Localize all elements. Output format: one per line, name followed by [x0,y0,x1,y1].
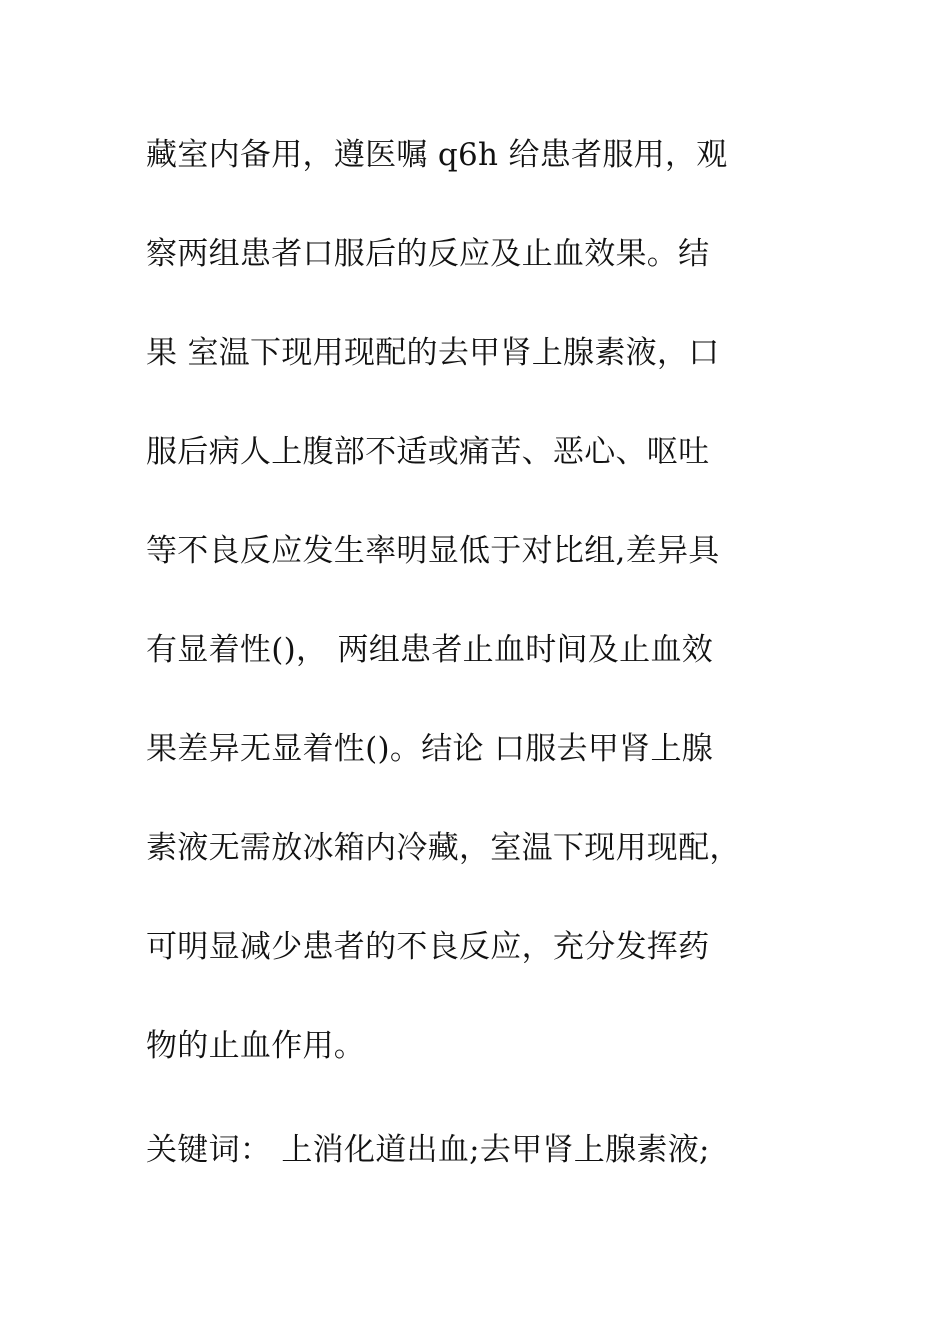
text-line-10: 物的止血作用。 [146,1028,366,1064]
text-line-5: 等不良反应发生率明显低于对比组,差异具 [146,533,720,569]
text-line-3: 果 室温下现用现配的去甲肾上腺素液，口 [146,335,720,371]
text-line-9: 可明显减少患者的不良反应，充分发挥药 [146,929,710,965]
text-line-6: 有显着性()， 两组患者止血时间及止血效 [146,632,714,668]
text-line-1: 藏室内备用，遵医嘱 q6h 给患者服用，观 [146,137,728,173]
keywords-line: 关键词： 上消化道出血;去甲肾上腺素液; [146,1132,710,1168]
text-line-7: 果差异无显着性()。结论 口服去甲肾上腺 [146,731,714,767]
text-line-8: 素液无需放冰箱内冷藏，室温下现用现配， [146,830,741,866]
text-line-4: 服后病人上腹部不适或痛苦、恶心、呕吐 [146,434,710,470]
text-line-2: 察两组患者口服后的反应及止血效果。结 [146,236,710,272]
abstract-text [146,128,806,1118]
